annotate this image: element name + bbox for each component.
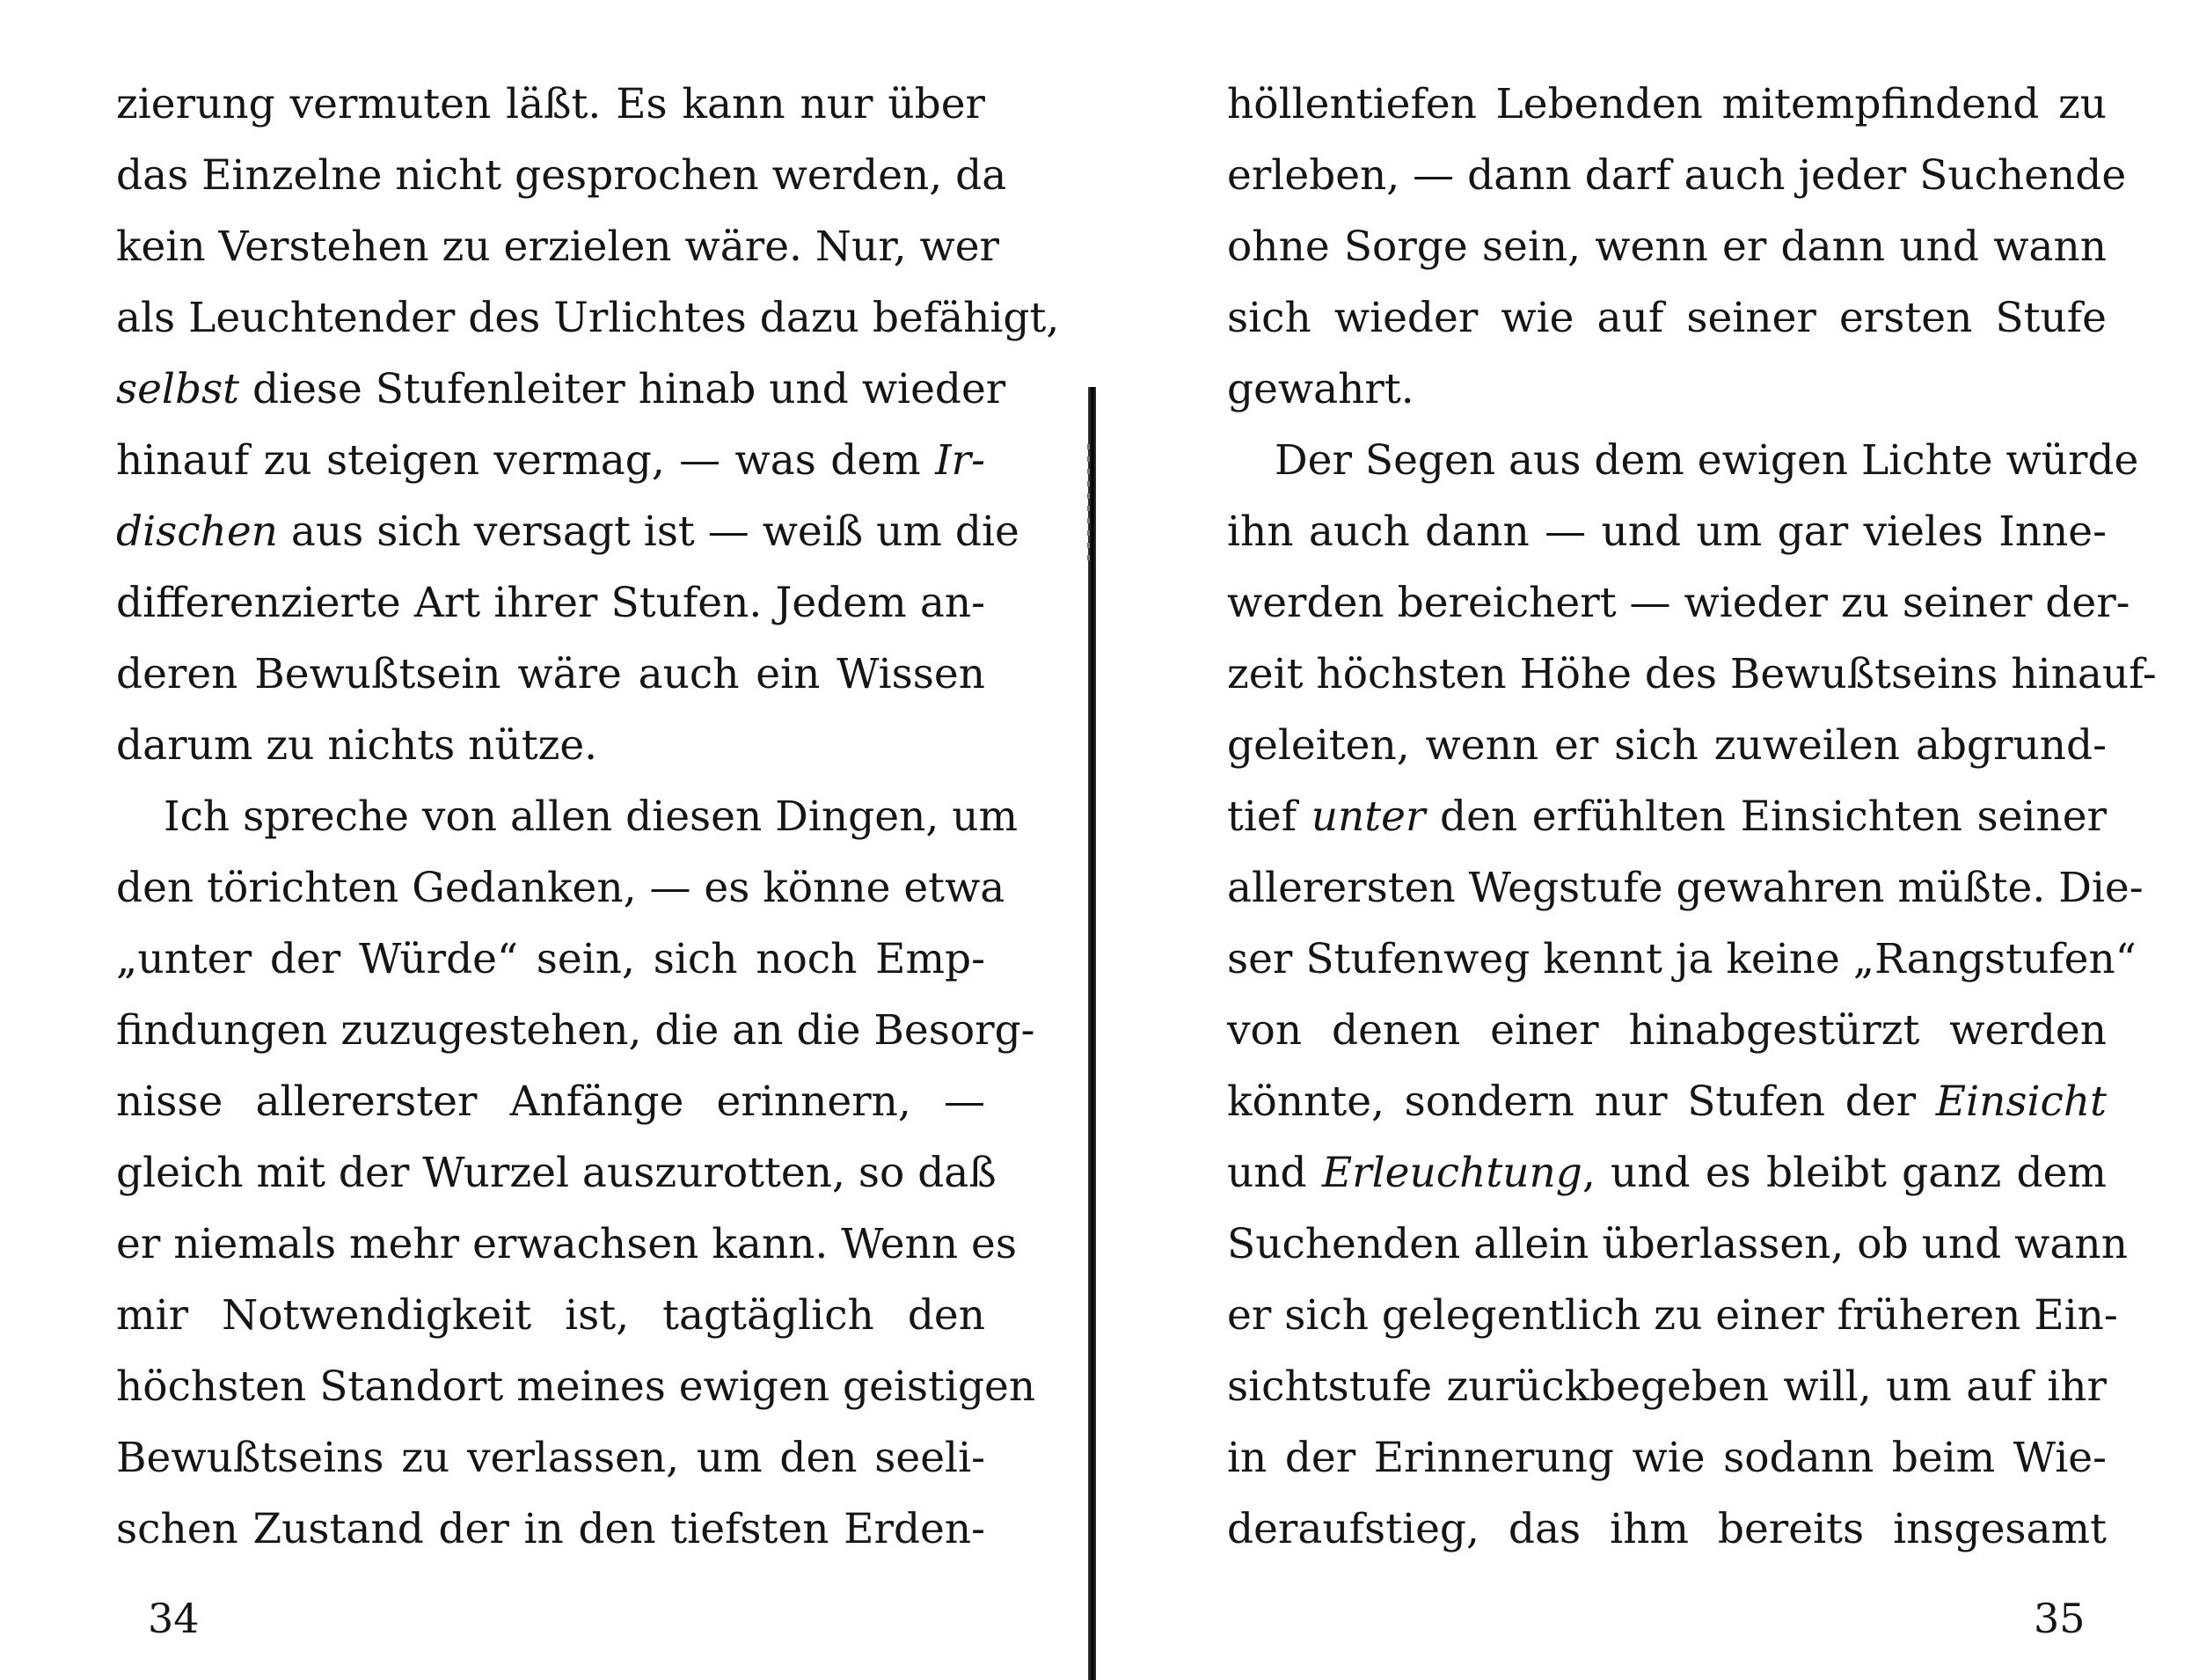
text-line: in der Erinnerung wie sodann beim Wie- [1227, 1434, 2107, 1482]
text-segment: diese Stufenleiter hinab und wieder [239, 365, 1006, 413]
text-segment: tief [1227, 793, 1311, 841]
text-line: Bewußtseins zu verlassen, um den seeli- [116, 1434, 985, 1482]
text-line: gleich mit der Wurzel auszurotten, so daß [116, 1149, 997, 1197]
text-line: zeit höchsten Höhe des Bewußtseins hinauf- [1227, 650, 2157, 698]
text-line: das Einzelne nicht gesprochen werden, da [116, 151, 1007, 200]
text-line: geleiten, wenn er sich zuweilen abgrund- [1227, 721, 2107, 770]
text-line: allerersten Wegstufe gewahren müßte. Die- [1227, 864, 2144, 912]
text-segment: und [1227, 1149, 1322, 1197]
text-line: darum zu nichts nütze. [116, 721, 598, 770]
gutter-shadow [1087, 444, 1090, 567]
text-segment: aus sich versagt ist — weiß um die [277, 508, 1019, 556]
italic-text: Erleuchtung [1321, 1149, 1582, 1197]
right-page [1227, 69, 2157, 1565]
text-line: sichtstufe zurückbegeben will, um auf ihr [1227, 1362, 2107, 1411]
text-line: höchsten Standort meines ewigen geistigen [116, 1362, 1036, 1411]
text-line: Suchenden allein überlassen, ob und wann [1227, 1220, 2128, 1268]
text-line: als Leuchtender des Urlichtes dazu befähigt, [116, 294, 1060, 342]
text-segment: hinauf zu steigen vermag, — was dem [116, 436, 936, 485]
text-line [1227, 1137, 2107, 1209]
page-number-right: 35 [2034, 1595, 2086, 1642]
text-line: Ich spreche von allen diesen Dingen, um [164, 793, 1019, 841]
text-line: „unter der Würde“ sein, sich noch Emp- [116, 935, 985, 983]
text-line: zierung vermuten läßt. Es kann nur über [116, 80, 985, 128]
text-segment: den erfühlten Einsichten seiner [1425, 793, 2107, 841]
text-line: höllentiefen Lebenden mitempfindend zu [1227, 80, 2107, 128]
page-number-left: 34 [148, 1595, 200, 1642]
text-line: erleben, — dann darf auch jeder Suchende [1227, 151, 2127, 200]
italic-text: Ir- [935, 436, 985, 485]
text-line: er niemals mehr erwachsen kann. Wenn es [116, 1220, 1017, 1268]
text-line [116, 354, 1006, 425]
text-line: kein Verstehen zu erzielen wäre. Nur, wer [116, 223, 999, 271]
text-line: sich wieder wie auf seiner ersten Stufe [1227, 294, 2107, 342]
text-segment: könnte, sondern nur Stufen der [1227, 1077, 1936, 1126]
text-line: deren Bewußtsein wäre auch ein Wissen [116, 650, 985, 698]
text-line: differenzierte Art ihrer Stufen. Jedem an- [116, 579, 985, 627]
book-gutter [1088, 387, 1096, 1680]
text-line [1227, 781, 2107, 852]
text-line: nisse allererster Anfänge erinnern, — [116, 1077, 985, 1126]
text-line [1227, 1066, 2107, 1137]
text-line: ihn auch dann — und um gar vieles Inne- [1227, 508, 2107, 556]
text-line: ohne Sorge sein, wenn er dann und wann [1227, 223, 2107, 271]
text-line: deraufstieg, das ihm bereits insgesamt [1227, 1505, 2107, 1553]
text-line: er sich gelegentlich zu einer früheren Ein- [1227, 1291, 2118, 1340]
text-line: den törichten Gedanken, — es könne etwa [116, 864, 1005, 912]
text-line [116, 425, 985, 496]
left-page [116, 69, 1060, 1565]
italic-text: selbst [116, 365, 240, 413]
italic-text: Einsicht [1935, 1077, 2107, 1126]
text-line: mir Notwendigkeit ist, tagtäglich den [116, 1291, 985, 1340]
text-segment: , und es bleibt ganz dem [1582, 1149, 2107, 1197]
italic-text: unter [1311, 793, 1426, 841]
text-line [116, 496, 1019, 567]
text-line: gewahrt. [1227, 365, 1414, 413]
text-line: Der Segen aus dem ewigen Lichte würde [1275, 436, 2139, 485]
text-line: findungen zuzugestehen, die an die Besorg- [116, 1006, 1035, 1055]
italic-text: dischen [116, 508, 278, 556]
text-line: ser Stufenweg kennt ja keine „Rangstufen“ [1227, 935, 2137, 983]
text-line: von denen einer hinabgestürzt werden [1227, 1006, 2107, 1055]
text-line: werden bereichert — wieder zu seiner der- [1227, 579, 2130, 627]
text-line: schen Zustand der in den tiefsten Erden- [116, 1505, 985, 1553]
